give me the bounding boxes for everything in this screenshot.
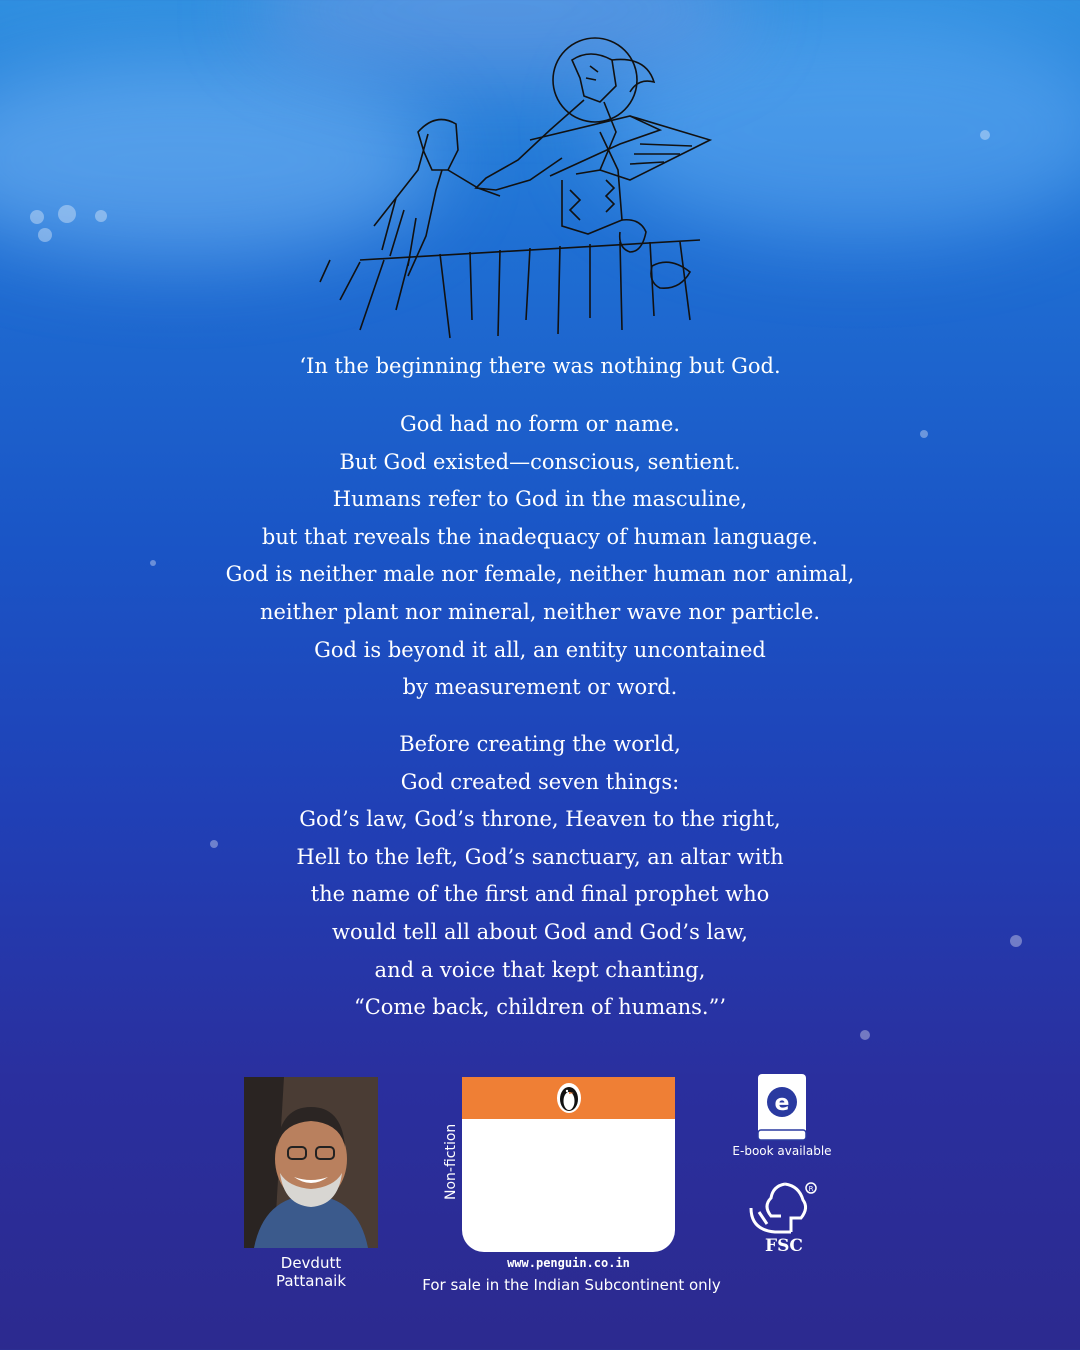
fsc-label: FSC <box>765 1236 803 1256</box>
sale-territory-note: For sale in the Indian Subcontinent only <box>422 1276 721 1294</box>
barcode-panel <box>462 1077 675 1252</box>
bokeh-light <box>95 210 107 222</box>
quote-line: God is neither male nor female, neither human nor animal, <box>225 562 855 587</box>
quote-line: Humans refer to God in the masculine, <box>332 487 748 512</box>
author-name: Devdutt Pattanaik <box>275 1254 347 1290</box>
bokeh-light <box>860 1030 870 1040</box>
quote-line: Hell to the left, God’s sanctuary, an altar with <box>296 844 784 869</box>
publisher-website: www.penguin.co.in <box>507 1256 630 1270</box>
svg-text:e: e <box>774 1091 790 1116</box>
author-portrait-icon <box>244 1077 378 1248</box>
bokeh-light <box>38 228 52 242</box>
bokeh-light <box>58 205 76 223</box>
ebook-icon <box>756 1072 808 1142</box>
quote-line: and a voice that kept chanting, <box>374 957 706 982</box>
line-art-illustration <box>300 20 720 350</box>
fsc-tree-icon <box>745 1178 821 1238</box>
quote-line: neither plant nor mineral, neither wave nor particle. <box>259 599 821 624</box>
bokeh-light <box>1010 935 1022 947</box>
bokeh-light <box>30 210 44 224</box>
quote-line: God had no form or name. <box>399 412 680 436</box>
penguin-icon <box>554 1082 584 1114</box>
quote-line: God created seven things: <box>400 769 680 794</box>
quote-line: God’s law, God’s throne, Heaven to the right, <box>299 807 781 832</box>
quote-stanza-3 <box>140 726 940 1027</box>
quote-line: God is beyond it all, an entity uncontained <box>314 637 766 662</box>
quote-line: ‘In the beginning there was nothing but God. <box>299 354 781 378</box>
quote-line: Before creating the world, <box>399 732 681 756</box>
quote-line: “Come back, children of humans.”’ <box>353 995 727 1020</box>
ebook-label: E-book available <box>732 1144 832 1158</box>
svg-text:R: R <box>808 1185 814 1193</box>
bokeh-light <box>980 130 990 140</box>
quote-opening <box>140 348 940 386</box>
author-photo <box>244 1077 378 1248</box>
quote-line: by measurement or word. <box>402 675 678 700</box>
quote-stanza-2 <box>140 406 940 707</box>
quote-line: would tell all about God and God’s law, <box>332 919 748 944</box>
category-label: Non-fiction <box>443 1123 459 1200</box>
quote-line: the name of the first and final prophet who <box>310 882 770 907</box>
quote-line: But God existed—conscious, sentient. <box>339 449 741 474</box>
quote-line: but that reveals the inadequacy of human language. <box>261 524 819 549</box>
